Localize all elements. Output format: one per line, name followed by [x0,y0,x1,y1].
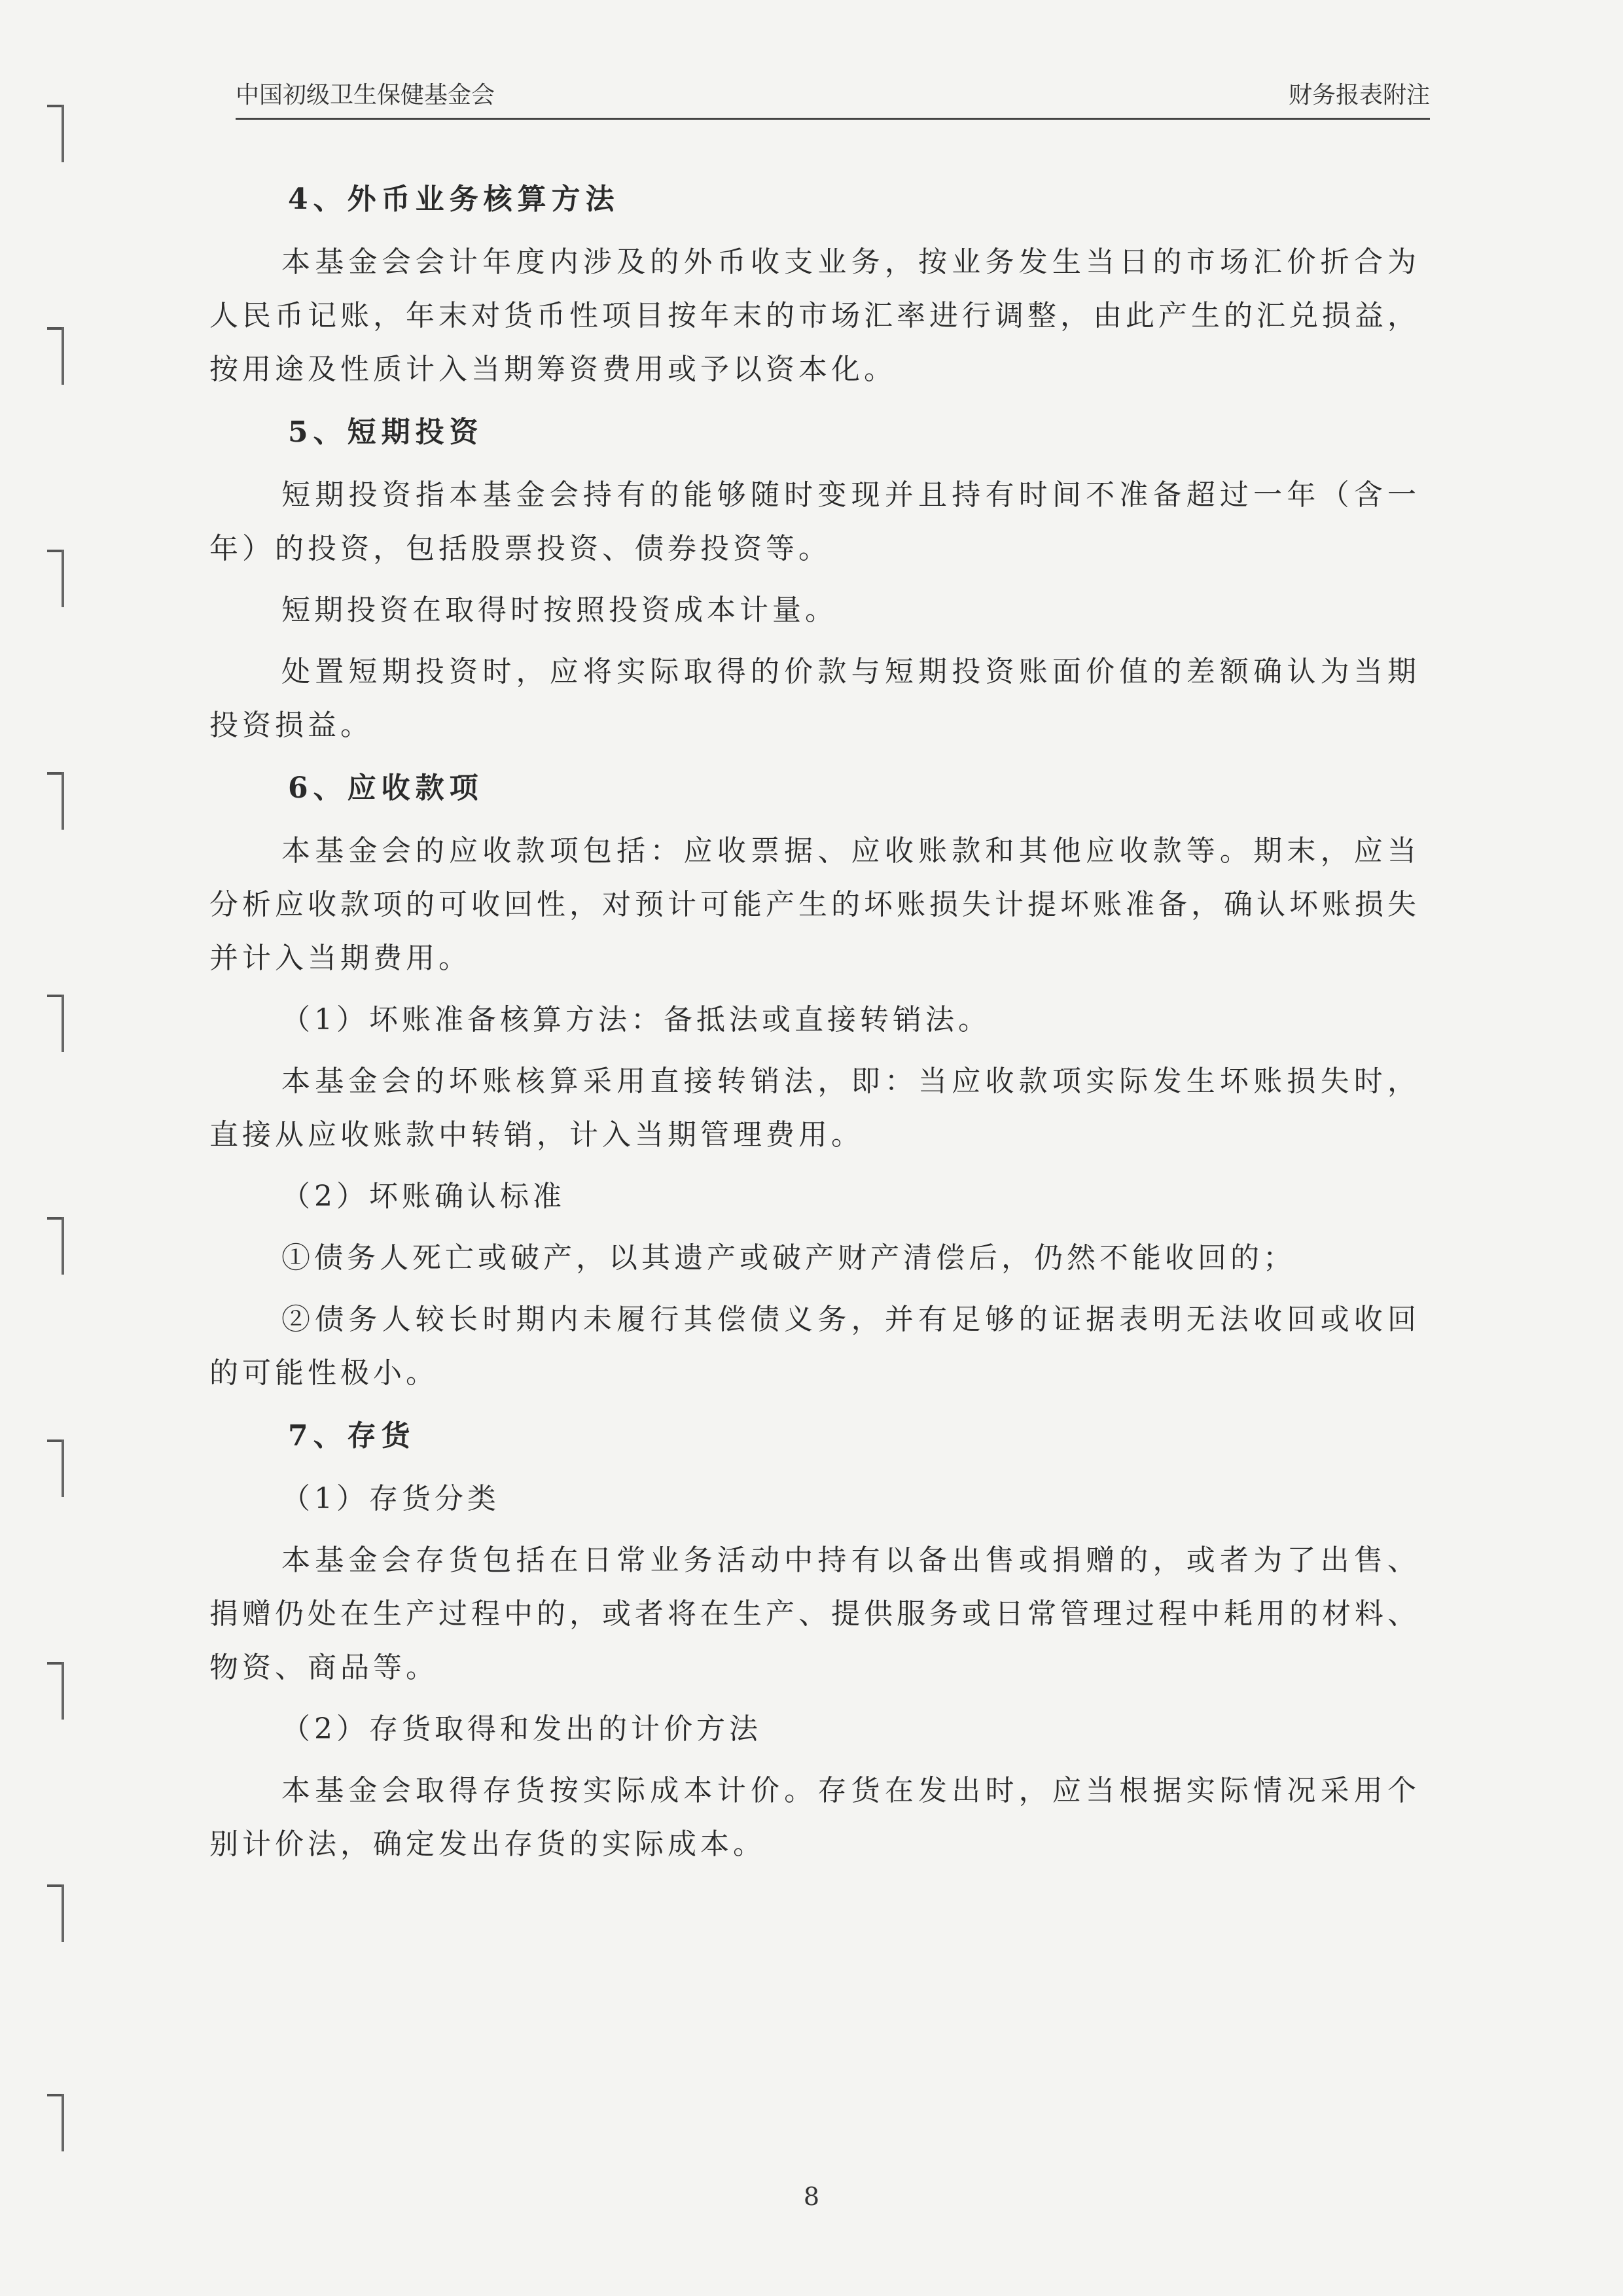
page-body [209,164,1420,1879]
section-7-paragraph-2: 本基金会存货包括在日常业务活动中持有以备出售或捐赠的，或者为了出售、捐赠仍处在生产过程中的，或者将在生产、提供服务或日常管理过程中耗用的材料、物资、商品等。 [209,1544,1420,1684]
section-5-title: 5、短期投资 [288,415,484,449]
section-7-paragraph-1: （1）存货分类 [281,1482,500,1515]
header-organization: 中国初级卫生保健基金会 [236,82,495,109]
binding-mark [46,1884,65,1943]
section-4-title: 4、外币业务核算方法 [288,183,620,216]
section-6-paragraph-1: 本基金会的应收款项包括：应收票据、应收账款和其他应收款等。期末，应当分析应收款项的可收回性，对预计可能产生的坏账损失计提坏账准备，确认坏账损失并计入当期费用。 [209,834,1420,975]
section-5-paragraph-1: 短期投资指本基金会持有的能够随时变现并且持有时间不准备超过一年（含一年）的投资，包括股票投资、债券投资等。 [209,478,1420,565]
section-6-paragraph-4: （2）坏账确认标准 [281,1180,565,1213]
page-number: 8 [803,2182,820,2211]
section-4-paragraph: 本基金会会计年度内涉及的外币收支业务，按业务发生当日的市场汇价折合为人民币记账，年末对货币性项目按年末的市场汇率进行调整，由此产生的汇兑损益，按用途及性质计入当期筹资费用或予以资本化。 [209,245,1420,386]
section-6-paragraph-6: ②债务人较长时期内未履行其偿债义务，并有足够的证据表明无法收回或收回的可能性极小。 [209,1303,1420,1390]
binding-mark [46,772,65,831]
page-header [236,65,1430,120]
binding-mark [46,1439,65,1498]
section-6-paragraph-2: （1）坏账准备核算方法：备抵法或直接转销法。 [281,1003,991,1036]
header-document-title: 财务报表附注 [1288,82,1430,109]
section-7-title: 7、存货 [288,1419,416,1453]
binding-mark [46,550,65,609]
section-6-paragraph-3: 本基金会的坏账核算采用直接转销法，即：当应收款项实际发生坏账损失时，直接从应收账款中转销，计入当期管理费用。 [209,1065,1420,1152]
binding-mark [46,2094,65,2153]
section-6-paragraph-5: ①债务人死亡或破产，以其遗产或破产财产清偿后，仍然不能收回的； [281,1241,1296,1275]
section-5-paragraph-2: 短期投资在取得时按照投资成本计量。 [281,593,838,627]
section-5-paragraph-3: 处置短期投资时，应将实际取得的价款与短期投资账面价值的差额确认为当期投资损益。 [209,655,1420,742]
section-6-title: 6、应收款项 [288,771,484,805]
binding-mark [46,1662,65,1721]
binding-mark [46,105,65,164]
binding-mark [46,995,65,1053]
section-7-paragraph-3: （2）存货取得和发出的计价方法 [281,1712,762,1746]
section-7-paragraph-4: 本基金会取得存货按实际成本计价。存货在发出时，应当根据实际情况采用个别计价法，确定发出存货的实际成本。 [209,1774,1420,1861]
binding-mark [46,327,65,386]
binding-mark [46,1217,65,1276]
